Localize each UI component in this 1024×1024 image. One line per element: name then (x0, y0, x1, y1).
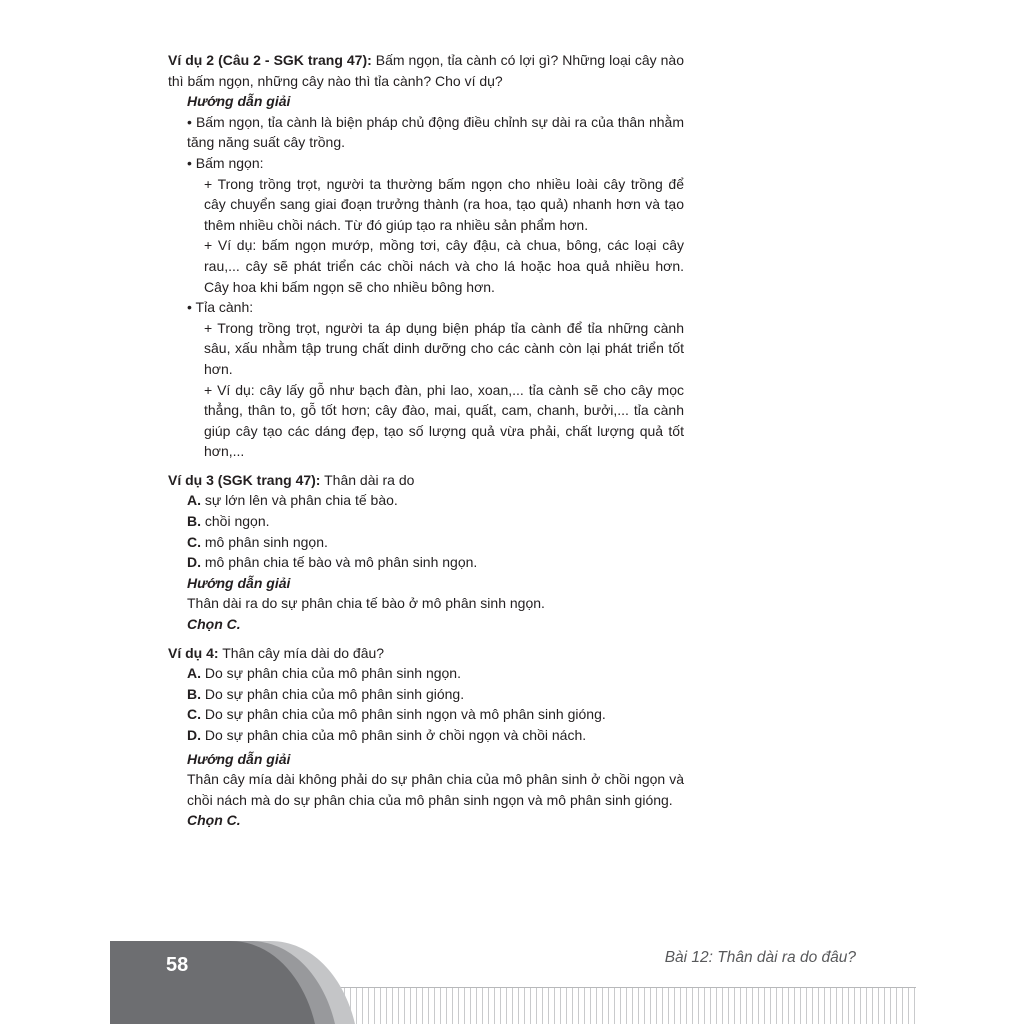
example-2-paragraph: + Trong trồng trọt, người ta thường bấm ngọn cho nhiều loài cây trồng để cây chuyển sang giai đoạn trưởng thành (ra hoa, tạo quả) nhanh hơn và tạo thêm nhiều chồi nách. Từ đó giúp tạo ra nhiều sản phẩm hơn. (204, 175, 684, 233)
example-3-solution-heading: Hướng dẫn giải (187, 574, 291, 591)
example-4-label: Ví dụ 4: (168, 644, 219, 661)
example-3-option-b: B. chồi ngọn. (187, 513, 270, 530)
example-2-label: Ví dụ 2 (Câu 2 - SGK trang 47): (168, 52, 372, 68)
page-number: 58 (166, 954, 189, 976)
example-2-question (168, 50, 684, 91)
example-2-paragraph: + Trong trồng trọt, người ta áp dụng biện pháp tỉa cành để tỉa những cành sâu, xấu nhằm tập trung chất dinh dưỡng cho các cành còn lại phát triển tốt hơn. (204, 319, 684, 377)
example-2-solution-heading: Hướng dẫn giải (187, 93, 291, 110)
example-2-bullet-pinching: • Bấm ngọn: (187, 154, 264, 171)
example-4-choice: Chọn C. (187, 812, 241, 829)
page-content (168, 50, 684, 831)
example-4-answer: Thân cây mía dài không phải do sự phân chia của mô phân sinh ở chồi ngọn và chồi nách mà do sự phân chia của mô phân sinh ngọn và mô phân sinh gióng. (187, 771, 684, 808)
example-3-option-c: C. mô phân sinh ngọn. (187, 533, 328, 550)
example-3-option-a: A. sự lớn lên và phân chia tế bào. (187, 492, 398, 509)
example-3-text: Thân dài ra do (320, 471, 415, 488)
example-3-option-d: D. mô phân chia tế bào và mô phân sinh ngọn. (187, 554, 478, 571)
running-title: Bài 12: Thân dài ra do đâu? (664, 949, 856, 966)
example-3-label: Ví dụ 3 (SGK trang 47): (168, 471, 321, 488)
example-2-paragraph: + Ví dụ: bấm ngọn mướp, mồng tơi, cây đậu, cà chua, bông, các loại cây rau,... cây sẽ phát triển các chồi nách và cho lá hoặc hoa quả nhiều hơn. Cây hoa khi bấm ngọn sẽ cho nhiều bông hơn. (204, 237, 684, 295)
example-2-paragraph: + Ví dụ: cây lấy gỗ như bạch đàn, phi lao, xoan,... tỉa cành sẽ cho cây mọc thẳng, thân to, gỗ tốt hơn; cây đào, mai, quất, cam, chanh, bưởi,... tỉa cành giúp cây tạo các dáng đẹp, tạo số lượng quả vừa phải, chất lượng quả tốt hơn,... (204, 381, 684, 460)
example-4-option-d: D. Do sự phân chia của mô phân sinh ở chồi ngọn và chồi nách. (187, 727, 587, 743)
example-4-text: Thân cây mía dài do đâu? (218, 644, 385, 661)
example-2-paragraph: • Bấm ngọn, tỉa cành là biện pháp chủ động điều chỉnh sự dài ra của thân nhằm tăng năng suất cây trồng. (187, 113, 684, 151)
example-3-question (168, 470, 684, 491)
example-3-answer: Thân dài ra do sự phân chia tế bào ở mô phân sinh ngọn. (187, 595, 545, 612)
example-4-solution-heading: Hướng dẫn giải (187, 750, 291, 767)
example-4-option-b: B. Do sự phân chia của mô phân sinh gióng. (187, 685, 465, 702)
example-3-choice: Chọn C. (187, 616, 241, 633)
example-4-question (168, 643, 684, 664)
example-4-option-c: C. Do sự phân chia của mô phân sinh ngọn và mô phân sinh gióng. (187, 706, 606, 723)
example-2-bullet-pruning: • Tỉa cành: (187, 299, 254, 316)
example-4-option-a: A. Do sự phân chia của mô phân sinh ngọn. (187, 665, 461, 682)
example-2-text: Bấm ngọn, tỉa cành có lợi gì? Những loại cây nào thì bấm ngọn, những cây nào thì tỉa cành? Cho ví dụ? (168, 52, 684, 89)
